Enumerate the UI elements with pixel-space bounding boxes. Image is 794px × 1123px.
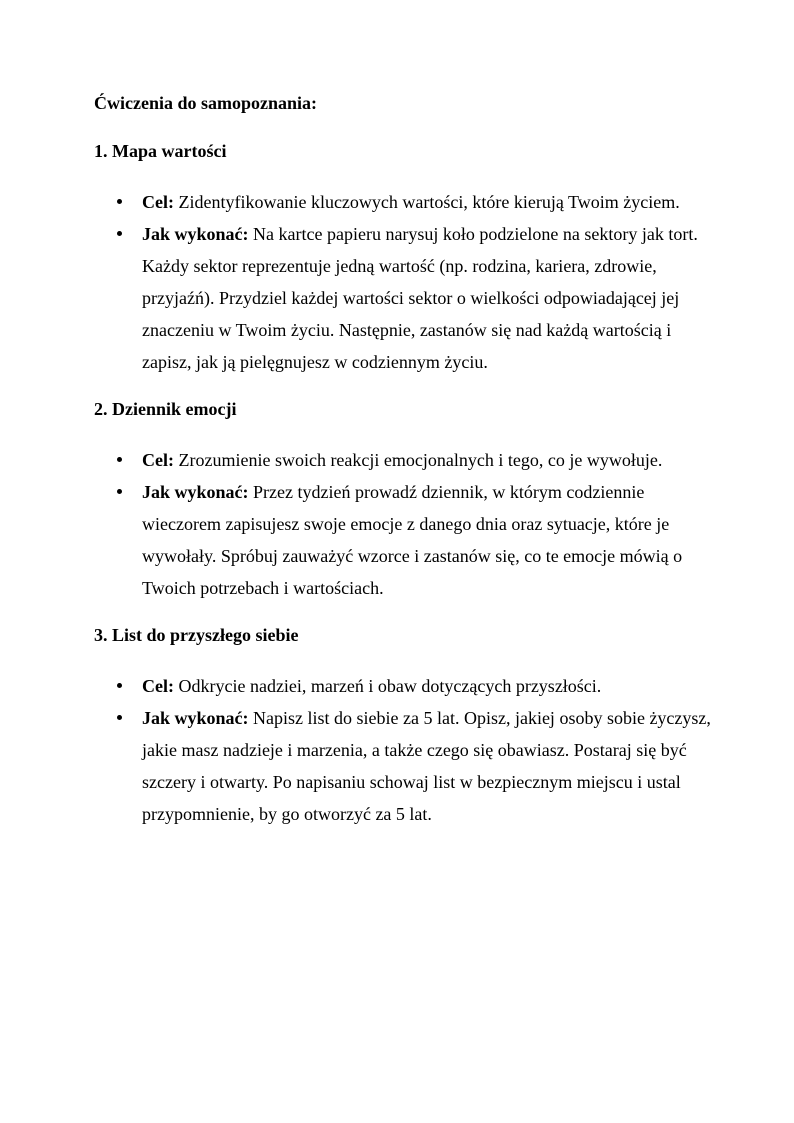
item-label: Cel: <box>142 676 179 696</box>
bullet-icon <box>117 231 122 236</box>
item-text: Na kartce papieru narysuj koło podzielone na sektory jak tort. Każdy sektor reprezentuje jedną wartość (np. rodzina, kariera, zdrowie, przyjaźń). Przydziel każdej wartości sektor o wielkości odpowiadającej jej znaczeniu w Twoim życiu. Następnie, zastanów się nad każdą wartością i zapisz, jak ją pielęgnujesz w codziennym życiu. <box>142 224 698 372</box>
bullet-icon <box>117 489 122 494</box>
bullet-list <box>94 444 714 604</box>
list-item <box>142 670 714 702</box>
section-heading: 2. Dziennik emocji <box>94 399 237 419</box>
item-text: Odkrycie nadziei, marzeń i obaw dotyczących przyszłości. <box>178 676 602 696</box>
bullet-list <box>94 670 714 830</box>
item-label: Jak wykonać: <box>142 708 254 728</box>
item-label: Cel: <box>142 450 179 470</box>
section-mapa-wartosci <box>94 140 714 378</box>
section-list-do-przyszlego-siebie <box>94 624 714 830</box>
item-text: Zrozumienie swoich reakcji emocjonalnych i tego, co je wywołuje. <box>178 450 663 470</box>
item-text: Przez tydzień prowadź dziennik, w którym codziennie wieczorem zapisujesz swoje emocje z danego dnia oraz sytuacje, które je wywołały. Spróbuj zauważyć wzorce i zastanów się, co te emocje mówią o Twoich potrzebach i wartościach. <box>142 482 683 598</box>
bullet-icon <box>117 715 122 720</box>
item-label: Cel: <box>142 192 179 212</box>
list-item <box>142 702 714 830</box>
section-dziennik-emocji <box>94 398 714 604</box>
list-item <box>142 476 714 604</box>
bullet-icon <box>117 199 122 204</box>
bullet-list <box>94 186 714 378</box>
list-item <box>142 444 714 476</box>
list-item <box>142 218 714 378</box>
bullet-icon <box>117 683 122 688</box>
item-text: Napisz list do siebie za 5 lat. Opisz, jakiej osoby sobie życzysz, jakie masz nadzieje i marzenia, a także czego się obawiasz. Postaraj się być szczery i otwarty. Po napisaniu schowaj list w bezpiecznym miejscu i ustal przypomnienie, by go otworzyć za 5 lat. <box>142 708 711 824</box>
section-heading: 1. Mapa wartości <box>94 141 227 161</box>
document-page <box>94 92 714 850</box>
section-heading: 3. List do przyszłego siebie <box>94 625 299 645</box>
item-label: Jak wykonać: <box>142 224 254 244</box>
list-item <box>142 186 714 218</box>
item-text: Zidentyfikowanie kluczowych wartości, które kierują Twoim życiem. <box>178 192 680 212</box>
bullet-icon <box>117 457 122 462</box>
document-title: Ćwiczenia do samopoznania: <box>94 93 318 113</box>
item-label: Jak wykonać: <box>142 482 254 502</box>
